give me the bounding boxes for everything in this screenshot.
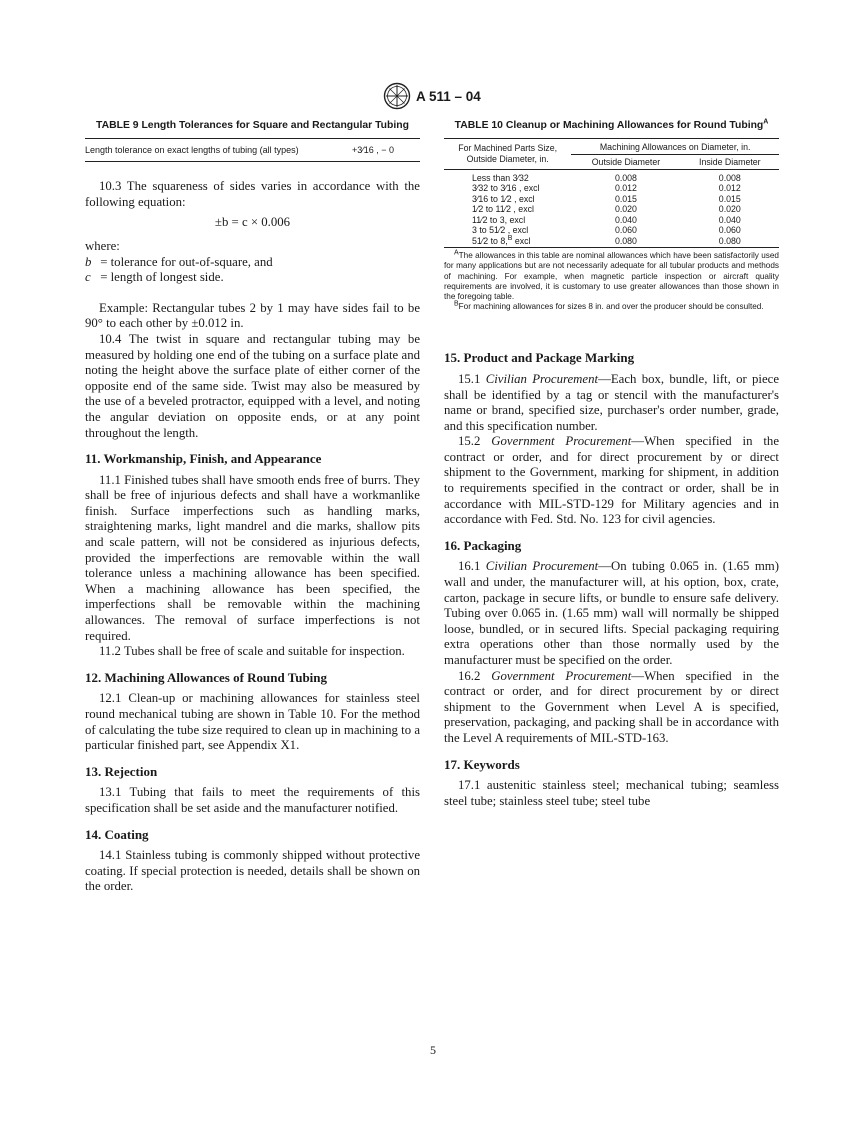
table10-col1-header: Outside Diameter	[571, 155, 680, 170]
row-size-text: 51⁄2 to 8,	[472, 235, 508, 246]
row-od: 0.020	[614, 204, 637, 215]
row-od: 0.015	[614, 193, 637, 204]
row-od: 0.008	[614, 172, 637, 183]
para-15-2	[444, 434, 779, 528]
row-od: 0.012	[614, 183, 637, 194]
table9-caption: TABLE 9 Length Tolerances for Square and Rectangular Tubing	[96, 120, 409, 131]
para-16-2-title: Government Procurement	[491, 668, 632, 683]
astm-logo	[383, 82, 411, 110]
table-row	[444, 183, 779, 194]
para-15-2-text: —When specified in the contract or order, and for direct procurement by or direct shipment to the Government, marking for shipment, in addition to requirements specified in the contract or order, shall be in accordance with MIL-STD-129 for Military agencies and in accordance with Fed. Std. No. 123 for civil agencies.	[444, 434, 779, 527]
section-13-heading: 13. Rejection	[85, 763, 158, 779]
para-15-2-title: Government Procurement	[491, 434, 632, 449]
table10-footnotes	[444, 251, 779, 312]
left-column	[85, 114, 420, 895]
table-row	[444, 215, 779, 226]
para-15-1-text: —Each box, bundle, lift, or piece shall be identified by a tag or stencil with the manufacturer's name or brand, specified size, purchaser's order number, grade, and this specification number.	[444, 371, 780, 433]
table10-group-header: Machining Allowances on Diameter, in.	[571, 138, 779, 155]
table-row	[444, 225, 779, 236]
row-id: 0.040	[718, 214, 741, 225]
table-row	[444, 236, 779, 248]
footnote-a-text: The allowances in this table are nominal allowances which have been satisfactorily used for many applications but are not necessarily adequate for all tubular products and methods of machining. For example, when magnetic particle inspection or aircraft quality requirements are involved, it is customary to use greater allowances than those shown in the foregoing table.	[444, 251, 779, 301]
row-size: Less than 3⁄32	[472, 172, 529, 183]
row-size-footnote-mark: B	[507, 234, 513, 242]
section-16-heading: 16. Packaging	[444, 537, 522, 553]
para-10-4: 10.4 The twist in square and rectangular tubing may be measured by holding one end of the tubing on a surface plate and noting the height above the surface plate of either corner of the opposite end of the same side. Twist may also be measured by the use of a beveled protractor, equipped with a level, and noting the angular deviation on opposite ends, or at any point throughout the length.	[85, 331, 420, 440]
row-size-tail: excl	[512, 235, 531, 246]
table10-col2-header: Inside Diameter	[681, 155, 779, 170]
row-id: 0.060	[718, 225, 741, 236]
para-16-2-text: —When specified in the contract or order, and for direct procurement by or direct shipment to the Government when Level A is specified, preservation, packaging, and packing shall be in accordance with the Level A requirements of MIL-STD-163.	[444, 668, 779, 745]
row-od: 0.040	[614, 214, 637, 225]
table10-caption-text: TABLE 10 Cleanup or Machining Allowances for Round Tubing	[454, 120, 764, 131]
where-label: where:	[85, 238, 120, 253]
row-size: 3⁄16 to 1⁄2 , excl	[472, 193, 535, 204]
table10	[444, 138, 779, 249]
definition-c-text: = length of longest side.	[100, 270, 224, 285]
symbol-c: c	[85, 270, 91, 285]
para-15-2-number: 15.2	[458, 434, 481, 449]
para-11-1: 11.1 Finished tubes shall have smooth ends free of burrs. They shall be free of injurious defects and shall have a workmanlike finish. Surface imperfections such as handling marks, straightening marks, light mandrel and die marks, shallow pits and scale pattern, will not be considered as injurious defects, provided the imperfections are removable within the wall tolerance unless a machining allowance has been specified. When a machining allowance has been specified, the imperfections shall be removable within the machining allowances. The removal of surface imperfections is not required.	[85, 472, 420, 643]
footnote-b-mark: B	[454, 300, 459, 308]
para-16-2-number: 16.2	[458, 668, 481, 683]
section-14-heading: 14. Coating	[85, 826, 149, 842]
row-size: 3⁄32 to 3⁄16 , excl	[472, 183, 540, 194]
table-row	[444, 194, 779, 205]
table10-caption	[444, 114, 779, 138]
document-designation: A 511 – 04	[416, 89, 481, 104]
para-12-1: 12.1 Clean-up or machining allowances for stainless steel round mechanical tubing are shown in Table 10. For the method of calculating the tube size required to clean up in machining to a particular finished part, see Appendix X1.	[85, 691, 420, 753]
para-16-1	[444, 559, 779, 668]
row-id: 0.008	[718, 172, 741, 183]
para-15-1-number: 15.1	[458, 371, 481, 386]
row-id: 0.015	[718, 193, 741, 204]
symbol-b: b	[85, 254, 92, 269]
row-id: 0.012	[718, 183, 741, 194]
footnote-b-text: For machining allowances for sizes 8 in. and over the producer should be consulted.	[458, 302, 764, 312]
table-row	[444, 204, 779, 215]
para-13-1: 13.1 Tubing that fails to meet the requirements of this specification shall be set aside and the manufacturer notified.	[85, 785, 420, 815]
para-16-2	[444, 669, 779, 747]
para-17-1: 17.1 austenitic stainless steel; mechanical tubing; seamless steel tube; stainless steel tube; steel tube	[444, 778, 779, 808]
para-16-1-title: Civilian Procurement	[485, 559, 599, 574]
definition-b-text: = tolerance for out-of-square, and	[100, 254, 273, 269]
footnote-a-mark: A	[454, 249, 459, 257]
row-size: 3 to 51⁄2 , excl	[472, 225, 529, 236]
row-od: 0.080	[571, 236, 680, 248]
row-size: 1⁄2 to 11⁄2 , excl	[472, 204, 534, 215]
definition-c	[85, 270, 420, 286]
page-number: 5	[430, 1043, 436, 1057]
para-16-1-number: 16.1	[458, 559, 481, 574]
para-15-1-title: Civilian Procurement	[485, 371, 599, 386]
row-od: 0.060	[614, 225, 637, 236]
right-column	[444, 114, 779, 809]
row-id: 0.080	[681, 236, 779, 248]
table10-caption-footnote-mark: A	[763, 118, 769, 126]
section-11-heading: 11. Workmanship, Finish, and Appearance	[85, 451, 322, 467]
section-17-heading: 17. Keywords	[444, 756, 520, 772]
definition-b	[85, 255, 420, 271]
table-row	[444, 169, 779, 183]
footnote-b	[444, 302, 779, 312]
row-size	[444, 236, 571, 248]
para-11-2: 11.2 Tubes shall be free of scale and suitable for inspection.	[99, 644, 405, 659]
section-12-heading: 12. Machining Allowances of Round Tubing	[85, 669, 328, 685]
para-14-1: 14.1 Stainless tubing is commonly shipped without protective coating. If special protection is needed, details shall be shown on the order.	[85, 848, 420, 894]
row-size: 11⁄2 to 3, excl	[472, 214, 526, 225]
table9-row	[85, 139, 420, 162]
para-16-1-text: —On tubing 0.065 in. (1.65 mm) wall and under, the manufacturer will, at his option, box, crate, carton, package in secure lifts, or bundle to ensure safe delivery. Tubing over 0.065 in. (1.65 mm) wall will normally be shipped loose, bundled, or in secured lifts. Special packaging requiring extra operations other than those normally used by the manufacturer must be specified on the order.	[444, 559, 779, 667]
table10-header-row	[444, 138, 779, 155]
equation: ±b = c × 0.006	[214, 215, 291, 230]
example-paragraph: Example: Rectangular tubes 2 by 1 may have sides fail to be 90° to each other by ±0.012 in.	[85, 300, 420, 331]
para-15-1	[444, 372, 779, 434]
table9-row-value: +3⁄16 , − 0	[351, 144, 394, 155]
table9-row-label: Length tolerance on exact lengths of tubing (all types)	[85, 144, 299, 155]
section-15-heading: 15. Product and Package Marking	[444, 350, 635, 366]
para-10-3: 10.3 The squareness of sides varies in accordance with the following equation:	[85, 179, 420, 209]
row-id: 0.020	[718, 204, 741, 215]
table10-col0-header: For Machined Parts Size, Outside Diameter, in.	[444, 138, 571, 169]
footnote-a	[444, 251, 779, 302]
